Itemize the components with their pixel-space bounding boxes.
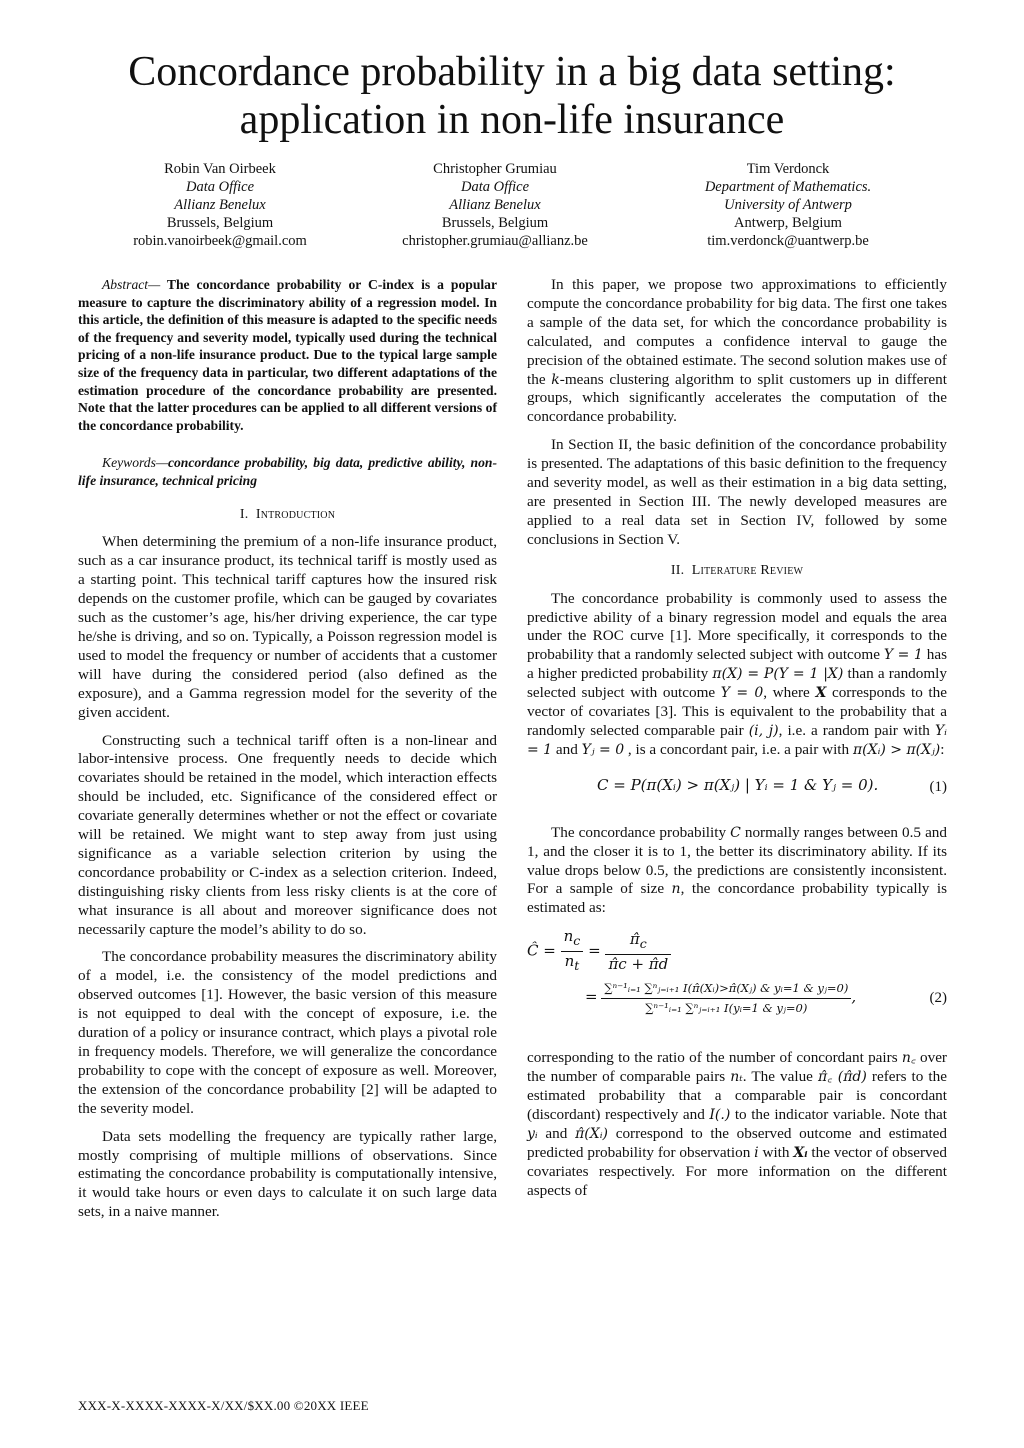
text-run: In this paper, we propose two approximations to efficiently compute the concordance probability for big data. The first one takes a sample of the data set, for which the concordance probability is calculated, and computes a confidence interval to gauge the precision of the obtained estimate. The second solution makes use of the [527, 276, 947, 388]
text-run: and [537, 1124, 576, 1142]
section-heading-literature-review [527, 562, 947, 581]
section-title: Literature Review [691, 562, 804, 578]
equation-number: (1) [929, 778, 947, 795]
abstract-text: The concordance probability or C-index is a popular measure to capture the discriminatory ability of a regression model. In this article, the definition of this measure is adapted to the specific needs of the frequency and severity model, typically used during the technical pricing of a non-life insurance product. Due to the typical large sample size of the frequency data in particular, two different adaptations of the estimation procedure of the concordance probability are presented. Note that the latter procedures can be applied to all different versions of the concordance probability. [78, 277, 497, 433]
math-inline: Yⱼ = 0 [581, 741, 625, 758]
math-inline: (i, j) [748, 722, 779, 739]
keywords [78, 454, 497, 489]
paragraph: Constructing such a technical tariff often is a non-linear and labor-intensive process. One frequently needs to decide which covariates should be retained in the model, which interaction effects should be included, etc. Significance of the considered effect or covariate generally determines whether or not the effect or covariate will be retained. We might want to step away from just using significance as a variable selection criterion by using the concordance probability or C-index as a selection criterion. Indeed, distinguishing risky clients from less risky clients is at the core of what insurance is all about and moreover significance does not necessarily capture the model’s ability to do so. [78, 731, 497, 938]
author-city: Brussels, Belgium [441, 215, 549, 231]
math-inline: π(Xᵢ) > π(Xⱼ) [852, 741, 941, 758]
text-run: and [552, 740, 582, 758]
equation-number: (2) [929, 990, 947, 1007]
author-block-2 [345, 160, 645, 250]
text-run: . The value [742, 1068, 818, 1086]
fraction [561, 927, 584, 976]
text-run: the vector of observed covariates respectively. For more information on the different aspects of [527, 1143, 947, 1199]
text-run: over the number of comparable pairs [527, 1049, 947, 1086]
math-inline: i [754, 1144, 759, 1161]
right-column [527, 276, 947, 1210]
equation-2 [527, 927, 947, 1035]
author-block-1 [70, 160, 370, 250]
author-name: Christopher Grumiau [433, 161, 557, 177]
math-inline: C [730, 824, 741, 841]
author-dept: Department of Mathematics. [704, 179, 872, 195]
left-column [78, 276, 497, 1231]
text-run: , is a concordant pair, i.e. a pair with [624, 740, 853, 758]
fraction-denominator: π̂c + π̂d [608, 954, 669, 973]
section-title: Introduction [255, 506, 336, 522]
abstract-lead: Abstract— [102, 277, 161, 292]
comma: , [851, 987, 857, 1006]
paragraph: Data sets modelling the frequency are typically rather large, mostly comprising of multiple millions of observations. Since estimating the concordance probability is computationally intensive, it would take hours or even days to calculate it on such large data sets, in a naive manner. [78, 1127, 497, 1221]
paragraph [527, 824, 947, 919]
abstract [78, 276, 497, 434]
math-inline: π̂꜀ (π̂d) [818, 1069, 867, 1086]
keywords-text: concordance probability, big data, predictive ability, non-life insurance, technical pricing [78, 455, 497, 488]
fraction-numerator: n [563, 927, 574, 946]
text-run: than a randomly selected subject with outcome [527, 665, 947, 702]
author-org: Allianz Benelux [174, 197, 266, 213]
author-block-3 [638, 160, 938, 250]
math-inline: yᵢ [527, 1125, 538, 1142]
math-inline: Yᵢ = 1 [527, 722, 947, 758]
fraction [605, 930, 671, 974]
author-name: Tim Verdonck [746, 161, 830, 177]
text-run: -means clustering algorithm to split customers up in different groups, which significantly accelerates the computation of the concordance probability. [527, 370, 947, 426]
fraction-numerator: π̂ [629, 929, 640, 948]
math-inline: Y = 0 [720, 685, 764, 702]
text-run: , where [763, 684, 816, 702]
author-org: Allianz Benelux [449, 197, 541, 213]
equation-row-2: = $\frac{\text{∑ⁿ⁻¹ᵢ₌₁ ∑ⁿⱼ₌ᵢ₊₁ I(π̂(Xᵢ)>π̂(Xⱼ) \& yᵢ=1 \& yⱼ=0)}}{\text{∑ⁿ⁻¹ᵢ₌₁ ∑ⁿⱼ₌ᵢ₊₁ I(yᵢ=1 \& yⱼ=0)}}$ , [585, 979, 856, 1018]
fraction [601, 979, 851, 1018]
math-inline: Xᵢ [793, 1144, 808, 1161]
math-inline: n꜀ [901, 1050, 916, 1067]
text-run: The concordance probability is commonly used to assess the predictive ability of a binary regression model and equals the area under the ROC curve [1]. More specifically, it corresponds to the probability that a randomly selected subject with outcome [527, 589, 947, 664]
title-line-2: application in non-life insurance [239, 97, 785, 143]
keywords-lead: Keywords— [102, 455, 168, 471]
section-number: I. [239, 506, 249, 522]
author-email: tim.verdonck@uantwerp.be [707, 233, 869, 249]
text-run: , the concordance probability typically is estimated as: [527, 880, 947, 917]
paragraph: The concordance probability measures the discriminatory ability of a model, i.e. the consistency of the model predictions and observed outcomes [1]. However, the basic version of this measure is not equipped to deal with the concept of exposure, i.e. the duration of a policy or insurance contract, which plays a pivotal role in frequency models. Therefore, we will generalize the concordance probability to cope with the concept of exposure as well. Moreover, the extension of the concordance probability [2] will be adapted to the severity model. [78, 948, 497, 1117]
author-dept: Data Office [460, 179, 530, 195]
paragraph [527, 276, 947, 427]
text-run: with [758, 1143, 794, 1161]
paper-title [0, 48, 1024, 144]
text-run: refers to the estimated probability that a comparable pair is concordant (discordant) respectively and [527, 1068, 947, 1123]
section-number: II. [670, 562, 685, 578]
text-run: corresponds to the vector of covariates [3]. This is equivalent to the probability that a randomly selected comparable pair [527, 684, 947, 739]
math-inline: π̂(Xᵢ) [575, 1125, 608, 1142]
subscript: t [574, 958, 580, 974]
title-line-1: Concordance probability in a big data setting: [128, 49, 896, 95]
section-heading-introduction [78, 506, 497, 525]
equals-sign: = [588, 941, 601, 960]
math-inline: I(.) [709, 1107, 731, 1123]
copyright-footer: XXX-X-XXXX-XXXX-X/XX/$XX.00 ©20XX IEEE [78, 1398, 369, 1413]
paragraph: When determining the premium of a non-life insurance product, such as a car insurance product, its technical tariff is mostly used as a starting point. This technical tariff captures how the insured risk depends on the customer profile, which can be gauged by covariates such as the customer’s age, his/her driving experience, the car type he/she is driving, and so on. Typically, a Poisson regression model is used to model the frequency or number of accidents that a customer will have during the considered period (also defined as the exposure), and a Gamma regression model for the severity of the given accident. [78, 533, 497, 721]
math-inline: Y = 1 [883, 647, 923, 664]
author-name: Robin Van Oirbeek [164, 161, 276, 177]
author-email: robin.vanoirbeek@gmail.com [133, 233, 307, 249]
text-run: corresponding to the ratio of the number of concordant pairs [527, 1049, 902, 1067]
author-email: christopher.grumiau@allianz.be [402, 233, 588, 249]
fraction-denominator: n [564, 952, 575, 971]
author-dept: Data Office [185, 179, 255, 195]
author-city: Antwerp, Belgium [734, 215, 842, 231]
math-inline: X [815, 685, 827, 702]
text-run: correspond to the observed outcome and estimated predicted probability for observation [527, 1124, 948, 1161]
subscript: c [573, 933, 581, 949]
fraction-numerator: ∑ⁿ⁻¹ᵢ₌₁ ∑ⁿⱼ₌ᵢ₊₁ I(π̂(Xᵢ)>π̂(Xⱼ) & yᵢ=1 & yⱼ=0) [601, 979, 851, 999]
paragraph [527, 590, 947, 760]
fraction-denominator: ∑ⁿ⁻¹ᵢ₌₁ ∑ⁿⱼ₌ᵢ₊₁ I(yᵢ=1 & yⱼ=0) [645, 1001, 808, 1016]
math-k: k [551, 371, 560, 388]
text-run: : [940, 740, 945, 758]
equation-1 [527, 770, 947, 806]
text-run: , i.e. a random pair with [778, 721, 935, 739]
math-inline: n [671, 881, 681, 898]
text-run: to the indicator variable. Note that [730, 1106, 947, 1123]
author-city: Brussels, Belgium [166, 215, 274, 231]
equation-row-1 [527, 927, 671, 976]
equation-body: C = P(π(Xᵢ) > π(Xⱼ) | Yᵢ = 1 & Yⱼ = 0). [597, 775, 879, 794]
subscript: c [639, 935, 647, 951]
text-run: has a higher predicted probability [527, 646, 947, 683]
text-run: The concordance probability [551, 823, 731, 841]
paragraph: In Section II, the basic definition of the concordance probability is presented. The adaptations of this basic definition to the frequency and severity model, as well as their estimation in a big data setting, are presented in Section III. The newly developed measures are applied to a real data set in Section IV, followed by some conclusions in Section V. [527, 436, 947, 548]
math-inline: π(X) = P(Y = 1 |X) [712, 666, 844, 683]
equation-lhs: Ĉ = [527, 941, 556, 960]
math-inline: nₜ [730, 1069, 743, 1086]
paragraph [527, 1049, 947, 1200]
text-run: normally ranges between 0.5 and 1, and the closer it is to 1, the better its discriminatory ability. If its value drops below 0.5, the predictions are consistently inconsistent. For a sample of size [527, 823, 947, 898]
author-org: University of Antwerp [724, 197, 852, 213]
